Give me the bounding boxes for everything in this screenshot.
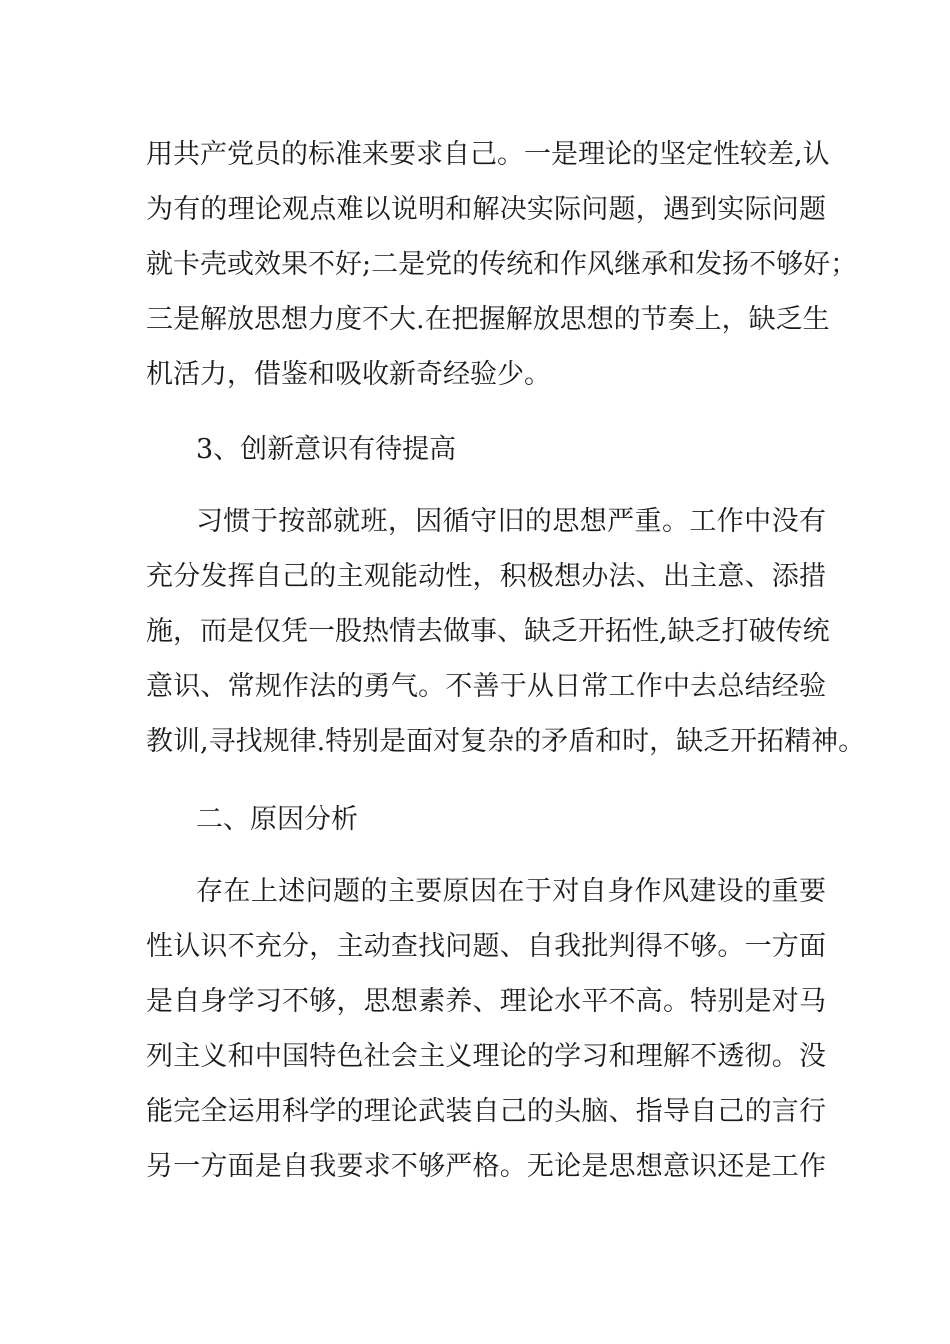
section-heading-3: 3、创新意识有待提高 bbox=[196, 434, 457, 465]
paragraph-3-line-3: 是自身学习不够，思想素养、理论水平不高。特别是对马 bbox=[146, 986, 826, 1017]
paragraph-2-line-4: 意识、常规作法的勇气。不善于从日常工作中去总结经验 bbox=[146, 671, 826, 702]
paragraph-2-line-5: 教训,寻找规律.特别是面对复杂的矛盾和时，缺乏开拓精神。 bbox=[146, 726, 866, 757]
paragraph-1-line-1: 用共产党员的标准来要求自己。一是理论的坚定性较差,认 bbox=[146, 139, 830, 170]
paragraph-1-line-4: 三是解放思想力度不大.在把握解放思想的节奏上，缺乏生 bbox=[146, 304, 830, 335]
paragraph-3-line-1: 存在上述问题的主要原因在于对自身作风建设的重要 bbox=[196, 876, 826, 907]
paragraph-2-line-2: 充分发挥自己的主观能动性，积极想办法、出主意、添措 bbox=[146, 561, 826, 592]
section-heading-2: 二、原因分析 bbox=[196, 804, 358, 835]
paragraph-2-line-1: 习惯于按部就班，因循守旧的思想严重。工作中没有 bbox=[196, 506, 826, 537]
paragraph-1-line-2: 为有的理论观点难以说明和解决实际问题，遇到实际问题 bbox=[146, 194, 826, 225]
paragraph-2-line-3: 施，而是仅凭一股热情去做事、缺乏开拓性,缺乏打破传统 bbox=[146, 616, 830, 647]
paragraph-1-line-3: 就卡壳或效果不好;二是党的传统和作风继承和发扬不够好； bbox=[146, 249, 858, 280]
paragraph-1-line-5: 机活力，借鉴和吸收新奇经验少。 bbox=[146, 359, 551, 390]
paragraph-3-line-6: 另一方面是自我要求不够严格。无论是思想意识还是工作 bbox=[146, 1151, 826, 1182]
paragraph-3-line-4: 列主义和中国特色社会主义理论的学习和理解不透彻。没 bbox=[146, 1041, 826, 1072]
paragraph-3-line-5: 能完全运用科学的理论武装自己的头脑、指导自己的言行 bbox=[146, 1096, 826, 1127]
paragraph-3-line-2: 性认识不充分，主动查找问题、自我批判得不够。一方面 bbox=[146, 931, 826, 962]
